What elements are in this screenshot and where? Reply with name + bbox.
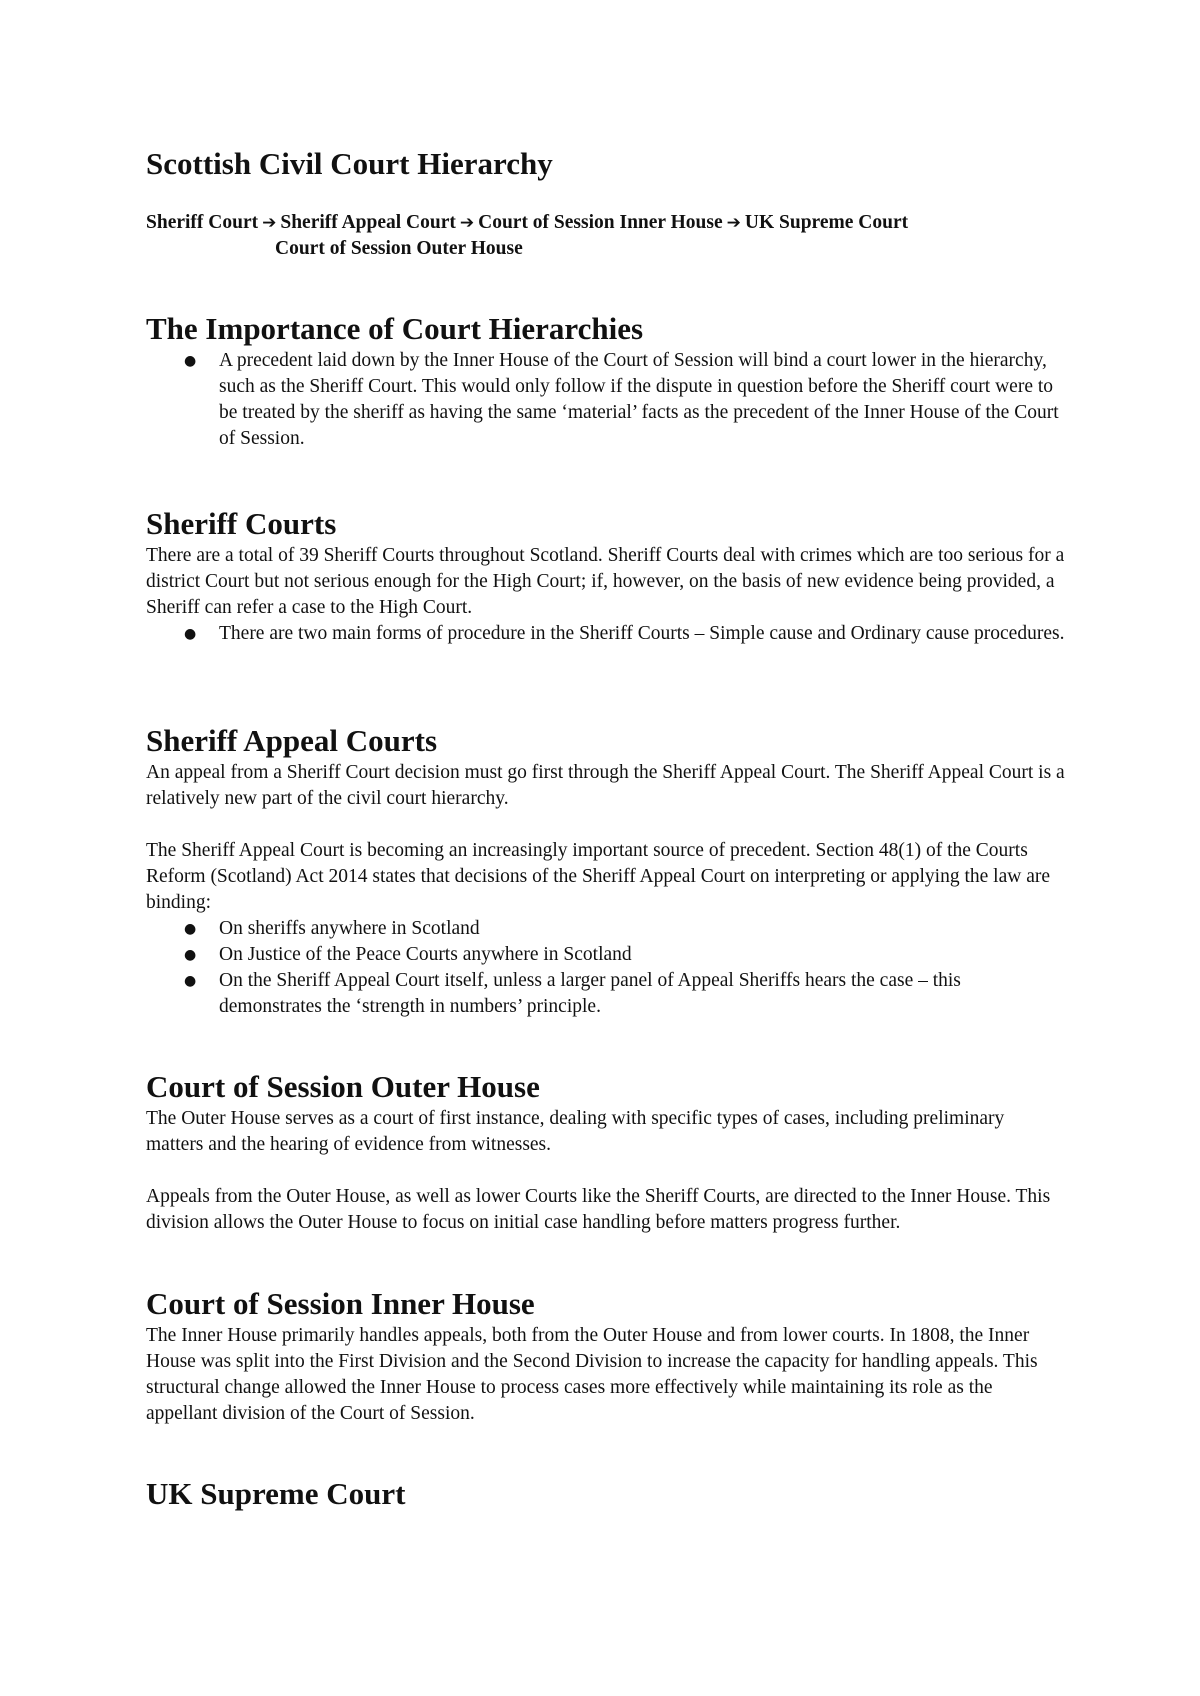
paragraph: Appeals from the Outer House, as well as lower Courts like the Sheriff Courts, are directed to the Inner House. This division allows the Outer House to focus on initial case handling before matters progress further. bbox=[146, 1186, 1051, 1233]
section-outer-house bbox=[146, 1068, 1066, 1236]
section-heading: Sheriff Courts bbox=[146, 506, 337, 541]
bullet-list bbox=[146, 621, 1066, 647]
paragraph: An appeal from a Sheriff Court decision must go first through the Sheriff Appeal Court. The Sheriff Appeal Court is a relatively new part of the civil court hierarchy. bbox=[146, 762, 1065, 809]
bullet-icon: ● bbox=[184, 626, 197, 642]
section-heading: The Importance of Court Hierarchies bbox=[146, 311, 644, 346]
page-title: Scottish Civil Court Hierarchy bbox=[146, 146, 553, 181]
paragraph: There are a total of 39 Sheriff Courts throughout Scotland. Sheriff Courts deal with crimes which are too serious for a district Court but not serious enough for the High Court; if, however, on the basis of new evidence being provided, a Sheriff can refer a case to the High Court. bbox=[146, 545, 1065, 618]
paragraph: The Outer House serves as a court of first instance, dealing with specific types of cases, including preliminary matters and the hearing of evidence from witnesses. bbox=[146, 1108, 1005, 1155]
bullet-icon: ● bbox=[184, 353, 197, 369]
hierarchy-line-1 bbox=[146, 210, 908, 236]
list-item: ● A precedent laid down by the Inner House of the Court of Session will bind a court lower in the hierarchy, such as the Sheriff Court. This would only follow if the dispute in question before the Sheriff court were to be treated by the sheriff as having the same ‘material’ facts as the precedent of the Inner House of the Court of Session. bbox=[184, 350, 1059, 449]
section-heading: UK Supreme Court bbox=[146, 1476, 406, 1511]
list-item: ● On Justice of the Peace Courts anywhere in Scotland bbox=[146, 942, 1066, 968]
bullet-icon: ● bbox=[184, 947, 197, 963]
list-item: ● On sheriffs anywhere in Scotland bbox=[146, 916, 1066, 942]
section-inner-house bbox=[146, 1285, 1066, 1427]
list-item: ● There are two main forms of procedure in the Sheriff Courts – Simple cause and Ordinary cause procedures. bbox=[146, 621, 1066, 647]
section-sheriff-appeal-courts bbox=[146, 722, 1066, 1020]
arrow-right-icon: ➔ bbox=[262, 213, 277, 233]
section-heading: Sheriff Appeal Courts bbox=[146, 723, 438, 758]
bullet-icon: ● bbox=[184, 921, 197, 937]
hierarchy-step: UK Supreme Court bbox=[744, 212, 909, 233]
hierarchy-step: Court of Session Inner House bbox=[478, 212, 723, 233]
arrow-right-icon: ➔ bbox=[726, 213, 741, 233]
section-importance bbox=[146, 310, 1066, 452]
bullet-list bbox=[146, 916, 1066, 1020]
arrow-right-icon: ➔ bbox=[459, 213, 475, 233]
list-item: ● On the Sheriff Appeal Court itself, unless a larger panel of Appeal Sheriffs hears the case – this demonstrates the ‘strength in numbers’ principle. bbox=[184, 970, 961, 1017]
section-supreme-court bbox=[146, 1475, 1066, 1513]
section-heading: Court of Session Inner House bbox=[146, 1286, 535, 1321]
hierarchy-step: Sheriff Court bbox=[146, 212, 259, 233]
bullet-icon: ● bbox=[184, 973, 197, 989]
bullet-list bbox=[146, 348, 1066, 452]
section-heading: Court of Session Outer House bbox=[146, 1069, 540, 1104]
court-hierarchy-flow bbox=[146, 210, 908, 262]
hierarchy-step: Sheriff Appeal Court bbox=[280, 212, 456, 233]
paragraph: The Sheriff Appeal Court is becoming an increasingly important source of precedent. Section 48(1) of the Courts Reform (Scotland) Act 2014 states that decisions of the Sheriff Appeal Court on interpreting or applying the law are binding: bbox=[146, 840, 1051, 913]
paragraph: The Inner House primarily handles appeals, both from the Outer House and from lower courts. In 1808, the Inner House was split into the First Division and the Second Division to increase the capacity for handling appeals. This structural change allowed the Inner House to process cases more effectively while maintaining its role as the appellant division of the Court of Session. bbox=[146, 1325, 1038, 1424]
hierarchy-line-2: Court of Session Outer House bbox=[275, 238, 523, 259]
section-sheriff-courts bbox=[146, 505, 1066, 647]
